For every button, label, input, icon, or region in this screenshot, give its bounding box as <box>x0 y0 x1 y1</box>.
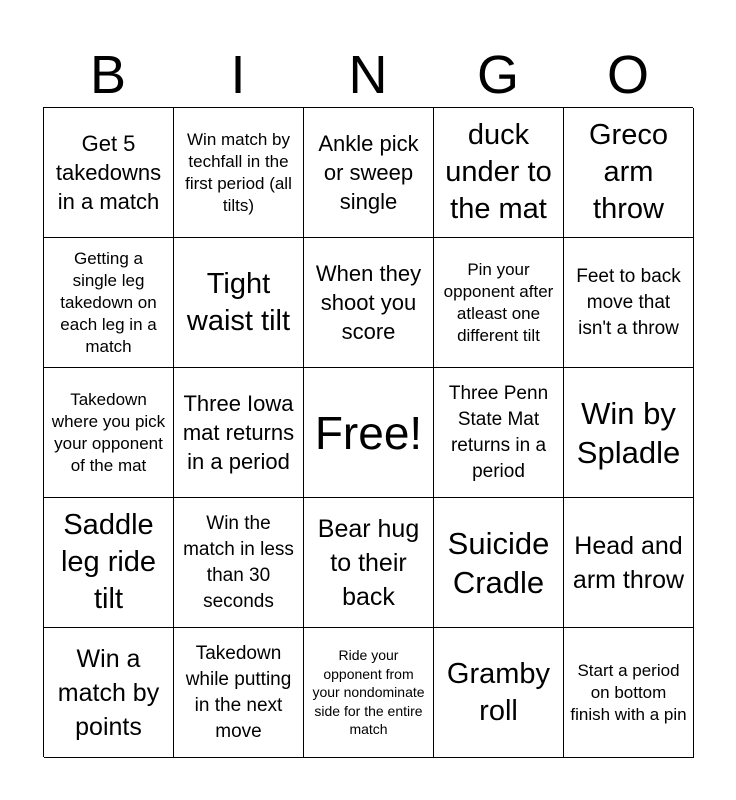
cell-text: Three Iowa mat returns in a period <box>182 391 295 474</box>
bingo-cell[interactable] <box>174 498 304 628</box>
bingo-cell[interactable] <box>564 628 694 758</box>
bingo-cell[interactable] <box>44 628 174 758</box>
cell-text: Head and arm throw <box>572 531 685 594</box>
bingo-cell[interactable] <box>44 238 174 368</box>
bingo-cell[interactable] <box>44 498 174 628</box>
header-letter-n: N <box>348 45 388 105</box>
cell-text: Pin your opponent after atleast one different tilt <box>443 259 554 345</box>
bingo-cell[interactable] <box>564 238 694 368</box>
bingo-cell[interactable] <box>434 628 564 758</box>
header-letter-b: B <box>89 45 127 105</box>
cell-text: Takedown while putting in the next move <box>185 642 292 742</box>
bingo-grid <box>43 107 693 757</box>
bingo-cell[interactable] <box>44 368 174 498</box>
bingo-cell[interactable] <box>564 108 694 238</box>
cell-text: Suicide Cradle <box>447 525 550 600</box>
cell-text: Getting a single leg takedown on each leg in a match <box>60 248 157 356</box>
bingo-cell[interactable] <box>304 108 434 238</box>
cell-text: Tight waist tilt <box>186 267 291 337</box>
bingo-cell[interactable] <box>44 108 174 238</box>
bingo-cell[interactable] <box>304 498 434 628</box>
bingo-header <box>43 44 693 106</box>
cell-text: Get 5 takedowns in a match <box>55 131 162 214</box>
header-letter-o: O <box>606 45 649 105</box>
bingo-cell[interactable] <box>564 498 694 628</box>
bingo-cell[interactable] <box>434 108 564 238</box>
cell-text: Feet to back move that isn't a throw <box>576 265 681 339</box>
bingo-cell[interactable] <box>434 238 564 368</box>
bingo-cell[interactable] <box>434 368 564 498</box>
bingo-cell[interactable] <box>304 238 434 368</box>
cell-text: Greco arm throw <box>589 119 668 225</box>
header-letter-i: I <box>230 45 246 105</box>
cell-text: Free! <box>314 406 423 459</box>
bingo-cell[interactable] <box>174 238 304 368</box>
cell-text: duck under to the mat <box>445 119 552 225</box>
cell-text: Saddle leg ride tilt <box>60 509 157 615</box>
cell-text: Win a match by points <box>57 644 160 741</box>
bingo-cell[interactable] <box>304 628 434 758</box>
free-space-cell[interactable] <box>304 368 434 498</box>
cell-text: Bear hug to their back <box>317 514 420 611</box>
cell-text: Three Penn State Mat returns in a period <box>448 382 549 482</box>
cell-text: Start a period on bottom finish with a pin <box>570 660 687 724</box>
cell-text: Gramby roll <box>446 657 551 727</box>
bingo-cell[interactable] <box>174 108 304 238</box>
cell-text: Win by Spladle <box>576 395 681 470</box>
cell-text: Win match by techfall in the first period (all tilts) <box>185 129 292 215</box>
bingo-cell[interactable] <box>564 368 694 498</box>
cell-text: Win the match in less than 30 seconds <box>183 512 294 612</box>
header-letter-g: G <box>476 45 519 105</box>
cell-text: Takedown where you pick your opponent of the mat <box>51 389 166 475</box>
cell-text: When they shoot you score <box>315 261 422 344</box>
bingo-cell[interactable] <box>174 628 304 758</box>
cell-text: Ride your opponent from your nondominate side for the entire match <box>312 647 425 738</box>
bingo-cell[interactable] <box>434 498 564 628</box>
bingo-cell[interactable] <box>174 368 304 498</box>
cell-text: Ankle pick or sweep single <box>318 131 419 214</box>
